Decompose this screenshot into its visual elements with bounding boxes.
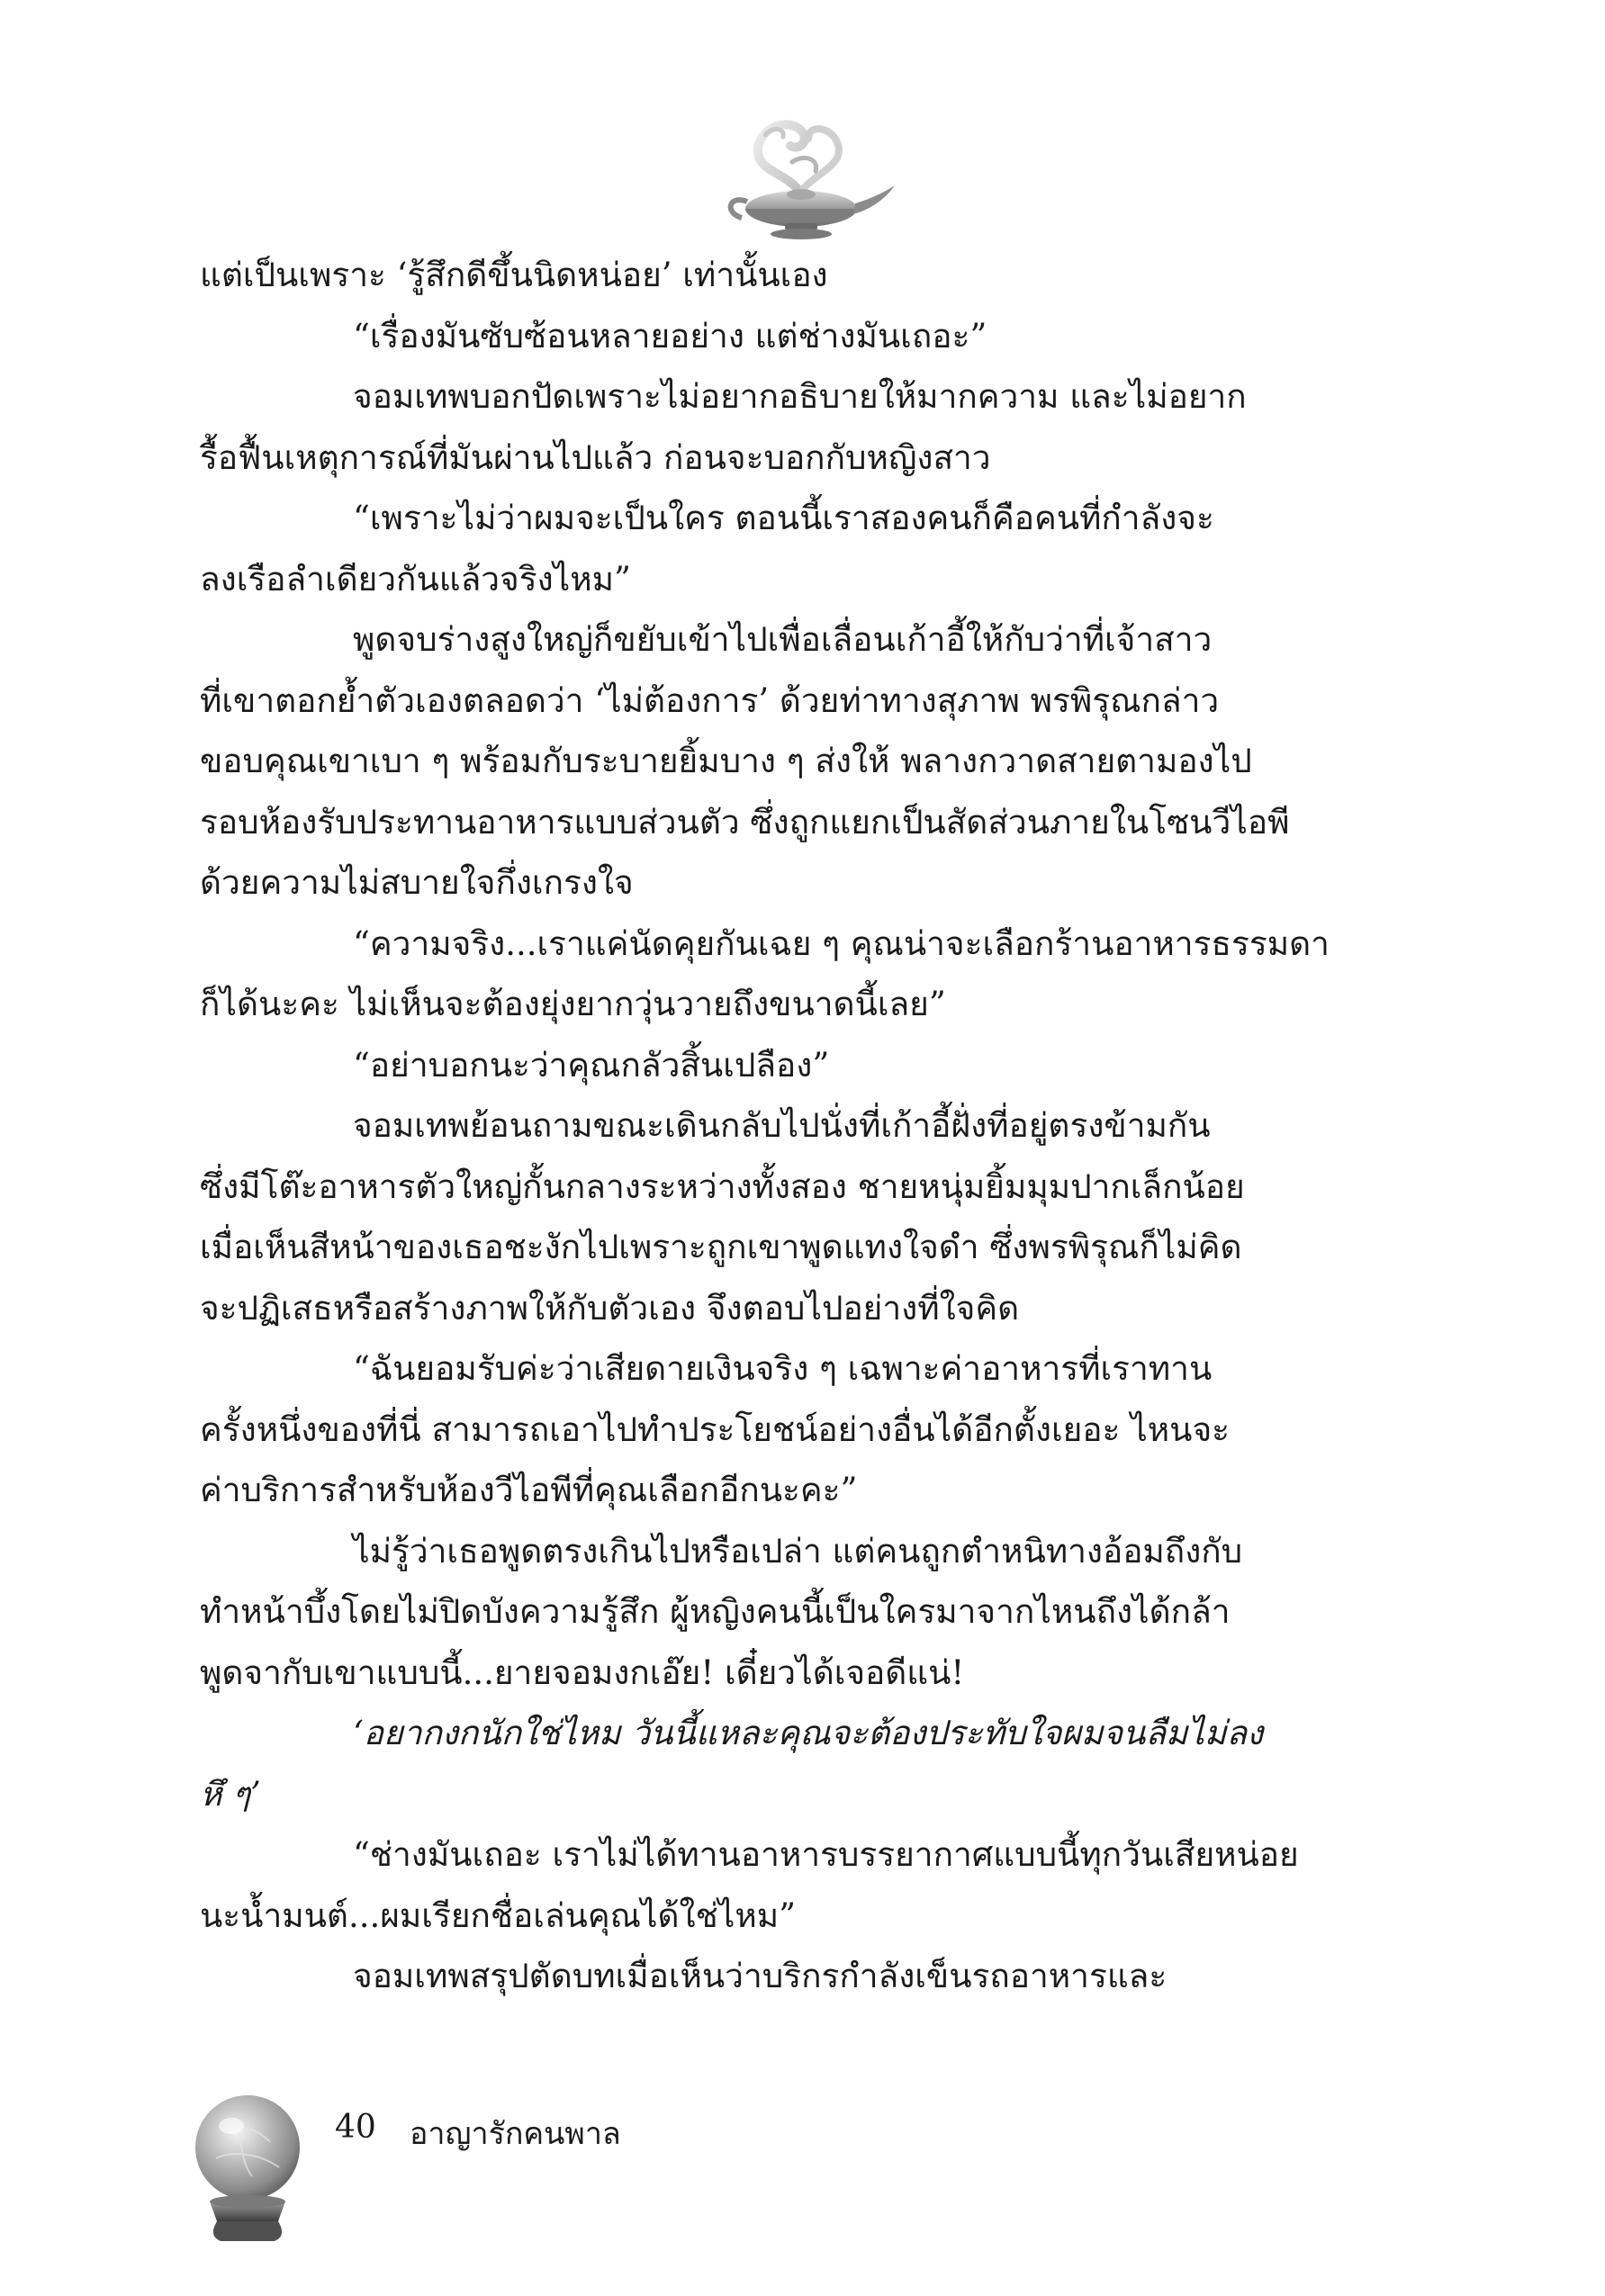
body-text bbox=[200, 245, 1424, 2007]
text-line: ลงเรือลำเดียวกันแล้วจริงไหม” bbox=[200, 559, 631, 599]
text-line: ขอบคุณเขาเบา ๆ พร้อมกับระบายยิ้มบาง ๆ ส่งให้ พลางกวาดสายตามองไป bbox=[200, 742, 1252, 780]
text-line: จอมเทพบอกปัดเพราะไม่อยากอธิบายให้มากความ และไม่อยาก bbox=[353, 377, 1247, 416]
text-line: รื้อฟื้นเหตุการณ์ที่มันผ่านไปแล้ว ก่อนจะบอกกับหญิงสาว bbox=[200, 437, 991, 477]
text-line: “ช่างมันเถอะ เราไม่ได้ทานอาหารบรรยากาศแบบนี้ทุกวันเสียหน่อย bbox=[353, 1835, 1299, 1874]
text-line: จอมเทพย้อนถามขณะเดินกลับไปนั่งที่เก้าอี้ฝั่งที่อยู่ตรงข้ามกัน bbox=[353, 1106, 1211, 1145]
text-line: “เรื่องมันซับซ้อนหลายอย่าง แต่ช่างมันเถอะ” bbox=[353, 316, 987, 356]
page-number: 40 bbox=[335, 2109, 376, 2146]
text-line: “เพราะไม่ว่าผมจะเป็นใคร ตอนนี้เราสองคนก็คือคนที่กำลังจะ bbox=[353, 499, 1214, 537]
text-line: พูดจากับเขาแบบนี้...ยายจอมงกเอ๊ย! เดี๋ยวได้เจอดีแน่! bbox=[200, 1652, 965, 1692]
text-line: ซึ่งมีโต๊ะอาหารตัวใหญ่กั้นกลางระหว่างทั้งสอง ชายหนุ่มยิ้มมุมปากเล็กน้อย bbox=[200, 1166, 1245, 1206]
magic-lamp-icon bbox=[702, 108, 900, 243]
text-line: “ฉันยอมรับค่ะว่าเสียดายเงินจริง ๆ เฉพาะค่าอาหารที่เราทาน bbox=[353, 1349, 1213, 1388]
text-line: รอบห้องรับประทานอาหารแบบส่วนตัว ซึ่งถูกแยกเป็นสัดส่วนภายในโซนวีไอพี bbox=[200, 802, 1290, 842]
text-line: ทำหน้าบึ้งโดยไม่ปิดบังความรู้สึก ผู้หญิงคนนี้เป็นใครมาจากไหนถึงได้กล้า bbox=[200, 1592, 1231, 1631]
text-line: ค่าบริการสำหรับห้องวีไอพีที่คุณเลือกอีกนะคะ” bbox=[200, 1471, 858, 1509]
text-line: เมื่อเห็นสีหน้าของเธอชะงักไปเพราะถูกเขาพูดแทงใจดำ ซึ่งพรพิรุณก็ไม่คิด bbox=[200, 1228, 1242, 1266]
text-line: ไม่รู้ว่าเธอพูดตรงเกินไปหรือเปล่า แต่คนถูกตำหนิทางอ้อมถึงกับ bbox=[353, 1531, 1243, 1571]
text-line: ครั้งหนึ่งของที่นี่ สามารถเอาไปทำประโยชน์อย่างอื่นได้อีกตั้งเยอะ ไหนจะ bbox=[200, 1409, 1231, 1449]
text-line: ก็ได้นะคะ ไม่เห็นจะต้องยุ่งยากวุ่นวายถึงขนาดนี้เลย” bbox=[200, 985, 946, 1023]
text-line: แต่เป็นเพราะ ‘รู้สึกดีขึ้นนิดหน่อย’ เท่านั้นเอง bbox=[200, 256, 828, 294]
text-line: ‘อยากงกนักใช่ไหม วันนี้แหละคุณจะต้องประทับใจผมจนลืมไม่ลง bbox=[353, 1714, 1264, 1752]
text-line: ด้วยความไม่สบายใจกึ่งเกรงใจ bbox=[200, 863, 634, 902]
crystal-ball-icon bbox=[185, 2086, 311, 2248]
text-line: จะปฏิเสธหรือสร้างภาพให้กับตัวเอง จึงตอบไปอย่างที่ใจคิด bbox=[200, 1288, 1020, 1328]
text-line: จอมเทพสรุปตัดบทเมื่อเห็นว่าบริกรกำลังเข็นรถอาหารและ bbox=[353, 1957, 1168, 1995]
book-title: อาญารักคนพาล bbox=[410, 2116, 621, 2152]
text-line: “อย่าบอกนะว่าคุณกลัวสิ้นเปลือง” bbox=[353, 1045, 830, 1085]
page-footer bbox=[0, 2079, 1605, 2259]
text-line: นะน้ำมนต์...ผมเรียกชื่อเล่นคุณได้ใช่ไหม” bbox=[200, 1895, 797, 1935]
text-line: ที่เขาตอกย้ำตัวเองตลอดว่า ‘ไม่ต้องการ’ ด้วยท่าทางสุภาพ พรพิรุณกล่าว bbox=[200, 680, 1220, 720]
text-line: พูดจบร่างสูงใหญ่ก็ขยับเข้าไปเพื่อเลื่อนเก้าอี้ให้กับว่าที่เจ้าสาว bbox=[353, 620, 1213, 659]
text-line: หึ ๆ’ bbox=[200, 1774, 261, 1814]
text-line: “ความจริง...เราแค่นัดคุยกันเฉย ๆ คุณน่าจะเลือกร้านอาหารธรรมดา bbox=[353, 923, 1330, 963]
